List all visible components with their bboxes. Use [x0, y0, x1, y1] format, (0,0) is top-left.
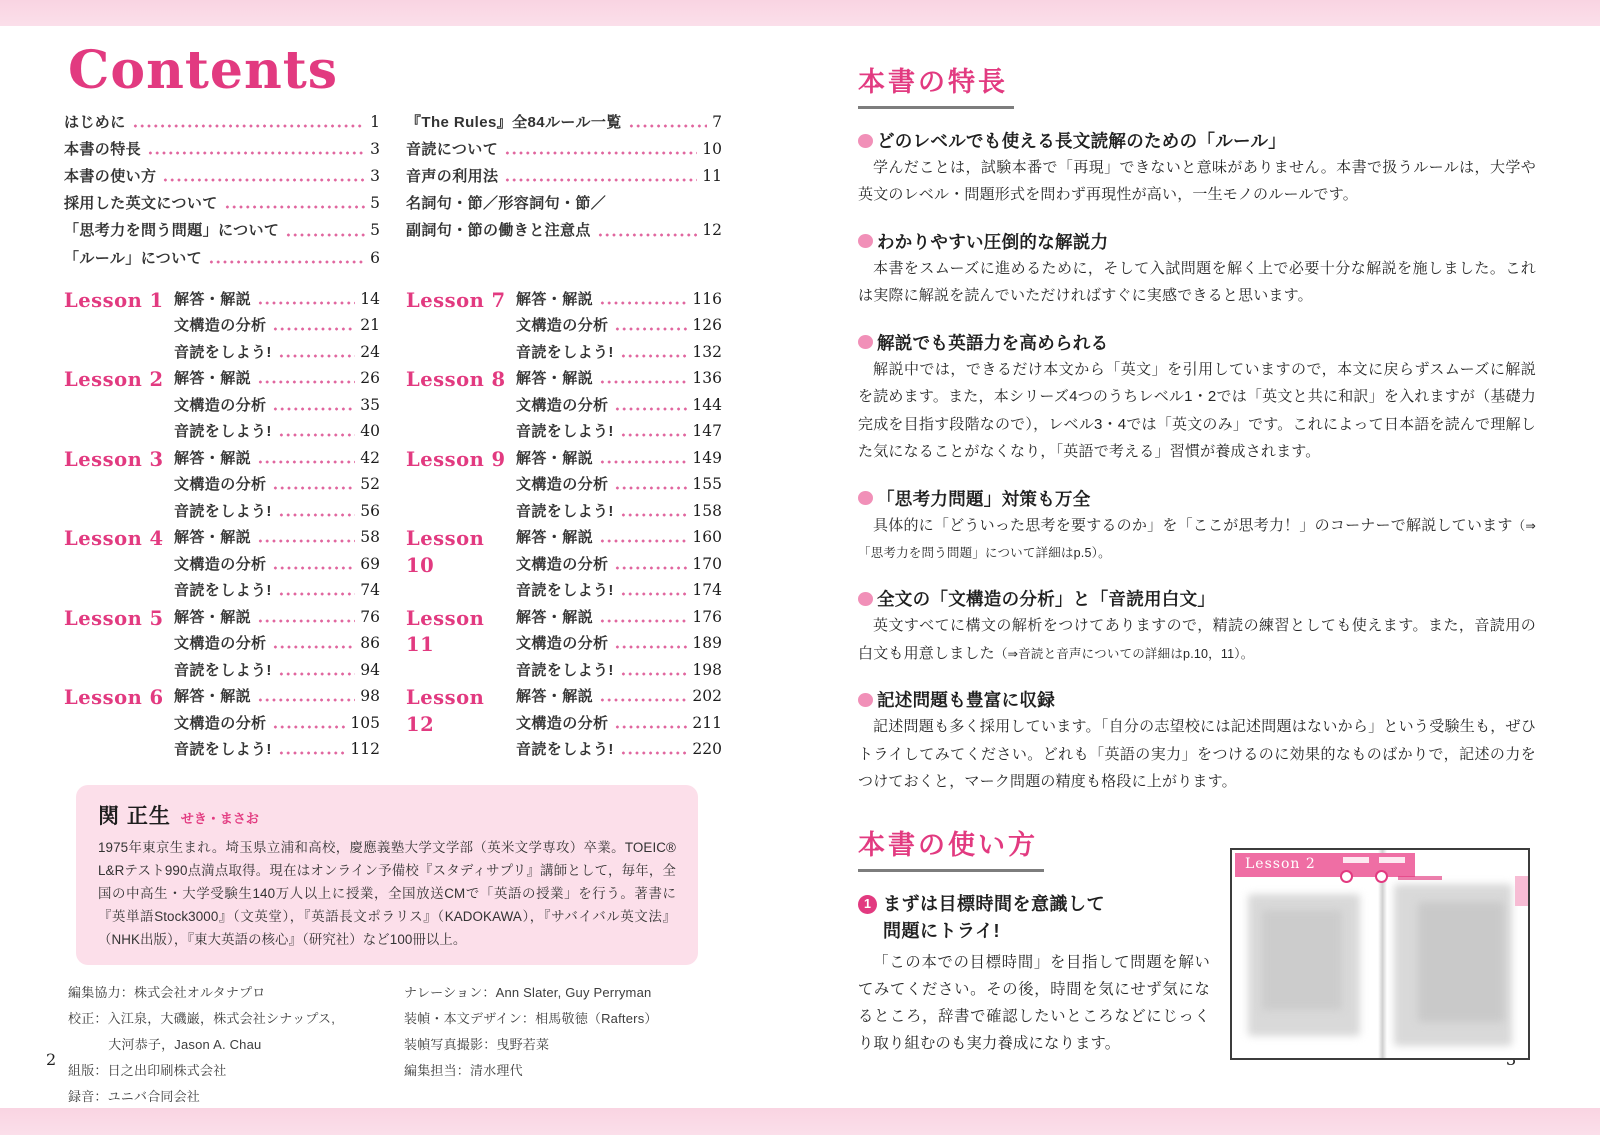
toc-item-page: 155 — [692, 475, 722, 494]
feature-section — [858, 486, 1536, 567]
credits-col-right — [404, 980, 714, 1110]
lesson-block — [406, 685, 722, 765]
front-matter-col-right — [406, 111, 722, 274]
toc-item — [516, 447, 722, 474]
toc-item-label: はじめに — [64, 113, 126, 131]
toc-item-label: 文構造の分析 — [516, 635, 609, 653]
credit-line: 装幀写真撮影：曳野若菜 — [404, 1036, 550, 1052]
dotted-leader — [620, 341, 688, 368]
dotted-leader — [599, 447, 687, 474]
toc-item-label: 文構造の分析 — [174, 635, 267, 653]
lesson-block — [64, 685, 380, 765]
feature-body — [858, 356, 1536, 466]
dotted-leader — [597, 219, 697, 246]
left-page — [64, 40, 722, 1110]
lesson-name: Lesson 2 — [64, 368, 164, 392]
toc-item — [64, 219, 380, 246]
toc-item-label: 音読をしよう! — [174, 502, 272, 520]
lesson-name: Lesson 11 — [406, 606, 485, 657]
contents-title: Contents — [68, 40, 339, 101]
feature-body-text: 解説中では，できるだけ本文から「英文」を引用していますので，本文に戻らずスムーズに解説を読めます。また，本シリーズ4つのうちレベル1・2では「英文と共に和訳」を入れますが（基礎力完成を目指す段階なので），レベル3・4では「英文のみ」です。これによって日本語を読んで理解した気になることがなくなり，「英語で考える」習慣が養成されます。 — [858, 360, 1537, 461]
toc-item — [174, 685, 380, 712]
toc-item — [516, 341, 722, 368]
credits-col-left — [68, 980, 398, 1110]
toc-item — [516, 579, 722, 606]
toc-item — [516, 632, 722, 659]
toc-item-page: 98 — [360, 687, 380, 706]
toc-item-label: 文構造の分析 — [174, 317, 267, 335]
dotted-leader — [285, 219, 365, 246]
feature-body — [858, 154, 1536, 209]
toc-item-page: 24 — [360, 342, 380, 361]
toc-item-label: 音読をしよう! — [174, 423, 272, 441]
dotted-leader — [278, 659, 355, 686]
feature-title: 解説でも英語力を高められる — [877, 332, 1109, 353]
feature-body-text: 具体的に「どういった思考を要するのか」を「ここが思考力！」のコーナーで解説しています — [873, 516, 1513, 534]
toc-item — [174, 500, 380, 527]
toc-item — [516, 685, 722, 712]
toc-item — [174, 553, 380, 580]
toc-item — [64, 111, 380, 138]
dotted-leader — [257, 685, 355, 712]
book-clock-icon — [1340, 870, 1353, 883]
book-page-blur — [1418, 902, 1504, 1022]
feature-title: 「思考力問題」対策も万全 — [877, 488, 1091, 509]
toc-item-page: 42 — [360, 448, 380, 467]
toc-item-label: 解答・解説 — [174, 290, 252, 308]
dotted-leader — [278, 500, 355, 527]
toc-item — [64, 247, 380, 274]
toc-item-page: 7 — [712, 112, 722, 131]
toc-item-page: 211 — [692, 713, 722, 732]
usage-heading: 本書の使い方 — [858, 823, 1044, 872]
toc-item — [406, 111, 722, 138]
toc-item-page: 74 — [360, 581, 380, 600]
toc-item — [516, 553, 722, 580]
credit-line: 編集担当：清水理代 — [404, 1062, 523, 1078]
toc-item — [406, 192, 722, 219]
toc-item-label: 「思考力を問う問題」について — [64, 222, 280, 240]
toc-item-page: 112 — [350, 740, 380, 759]
dotted-leader — [257, 606, 355, 633]
dotted-leader — [620, 579, 688, 606]
toc-item-label: 本書の使い方 — [64, 167, 157, 185]
dotted-leader — [599, 685, 687, 712]
usage-step-title-line2: 問題にトライ! — [883, 920, 1000, 941]
toc-item — [516, 606, 722, 633]
book-band-mini-label — [1343, 857, 1369, 863]
lesson-name: Lesson 3 — [64, 447, 164, 471]
author-bio: 1975年東京生まれ。埼玉県立浦和高校，慶應義塾大学文学部（英米文学専攻）卒業。TOEIC® L&Rテスト990点満点取得。現在はオンライン予備校『スタディサプリ』講師として，毎年，全国の中高生・大学受験生140万人以上に授業，全国放送CMで「英語の授業」を行う。著書に『英単語Stock3000』（文英堂），『英語長文ポラリス』（KADOKAWA），『サバイバル英文法』（NHK出版），『東大英語の核心』（研究社）など100冊以上。 — [98, 839, 676, 947]
toc-item-label: 文構造の分析 — [174, 396, 267, 414]
toc-item-label: 副詞句・節の働きと注意点 — [406, 222, 591, 240]
toc-item-page: 6 — [370, 248, 380, 267]
dotted-leader — [614, 473, 687, 500]
toc-item-label: 音読をしよう! — [516, 423, 614, 441]
lesson-block — [406, 288, 722, 368]
dotted-leader — [620, 738, 688, 765]
toc-item-label: 音読をしよう! — [174, 582, 272, 600]
credits — [64, 980, 722, 1110]
toc-item — [174, 526, 380, 553]
toc-item — [64, 165, 380, 192]
toc-item-page: 11 — [702, 166, 722, 185]
toc-item-page: 69 — [360, 554, 380, 573]
toc-item — [516, 314, 722, 341]
features-heading: 本書の特長 — [858, 60, 1014, 109]
dotted-leader — [620, 500, 688, 527]
book-preview — [1230, 848, 1530, 1060]
toc-item — [516, 712, 722, 739]
toc-item-page: 56 — [360, 501, 380, 520]
toc-item-page: 136 — [692, 369, 722, 388]
toc-item-label: 解答・解説 — [516, 529, 594, 547]
dotted-leader — [599, 606, 687, 633]
toc-item — [174, 632, 380, 659]
feature-body-text: 英文すべてに構文の解析をつけてありますので，精読の練習としても使えます。また，音読用の白文も用意しました — [858, 617, 1536, 662]
dotted-leader — [272, 314, 355, 341]
toc-item-label: 名詞句・節／形容詞句・節／ — [406, 195, 607, 213]
dotted-leader — [599, 288, 687, 315]
top-pink-band — [0, 0, 1600, 26]
dotted-leader — [278, 420, 355, 447]
toc-item — [64, 192, 380, 219]
lesson-name: Lesson 10 — [406, 527, 485, 577]
toc-item-page: 149 — [692, 448, 722, 467]
toc-item — [174, 341, 380, 368]
feature-body-text: 本書をスムーズに進めるために，そして入試問題を解く上で必要十分な解説を施しました。これは実際に解説を読んでいただければすぐに実感できると思います。 — [858, 259, 1536, 305]
book-page-blur — [1262, 910, 1342, 1010]
dotted-leader — [620, 659, 688, 686]
feature-body-text: 学んだことは，試験本番で「再現」できないと意味がありません。本書で扱うルールは，大学や英文のレベル・問題形式を問わず再現性が高い，一生モノのルールです。 — [858, 159, 1536, 204]
toc-item-label: 文構造の分析 — [516, 555, 609, 573]
toc-item — [174, 447, 380, 474]
feature-bullet-icon — [858, 491, 873, 505]
toc-item-page: 202 — [692, 687, 722, 706]
book-tiny-text — [1398, 876, 1442, 880]
toc-item — [174, 712, 380, 739]
feature-note-text: （⇒音読と音声についての詳細はp.10，11）。 — [994, 646, 1254, 661]
toc-item-label: 文構造の分析 — [516, 396, 609, 414]
dotted-leader — [278, 738, 346, 765]
feature-section — [858, 128, 1536, 209]
toc-item — [516, 420, 722, 447]
toc-item-label: 本書の特長 — [64, 140, 142, 158]
toc-item-label: 音読をしよう! — [516, 343, 614, 361]
toc-item-page: 12 — [702, 221, 722, 240]
toc-item-label: 音読について — [406, 140, 499, 158]
toc-item-page: 160 — [692, 528, 722, 547]
dotted-leader — [132, 111, 366, 138]
lesson-block — [406, 447, 722, 527]
toc-item — [174, 394, 380, 421]
dotted-leader — [272, 553, 355, 580]
usage-body: 「この本での目標時間」を目指して問題を解いてみてください。その後，時間を気にせず気になるところ，辞書で確認したいところなどにじっくり取り組むのも実力養成になります。 — [858, 953, 1210, 1053]
toc-item-page: 76 — [360, 607, 380, 626]
lessons-col-right — [406, 288, 722, 765]
toc-item-label: 文構造の分析 — [174, 555, 267, 573]
toc-item-label: 音読をしよう! — [174, 661, 272, 679]
toc-item-page: 174 — [692, 581, 722, 600]
dotted-leader — [257, 367, 355, 394]
toc-item — [406, 165, 722, 192]
toc-item-label: 音読をしよう! — [516, 661, 614, 679]
author-name-kana: せき・まさお — [180, 810, 259, 826]
lesson-block — [64, 447, 380, 527]
toc-item — [174, 606, 380, 633]
dotted-leader — [504, 165, 697, 192]
front-matter-col-left — [64, 111, 380, 274]
toc-item-label: 音読をしよう! — [516, 741, 614, 759]
toc-item-page: 86 — [360, 634, 380, 653]
toc-item-label: 「ルール」について — [64, 249, 203, 267]
toc-item-label: 音読をしよう! — [516, 582, 614, 600]
feature-body — [858, 612, 1536, 667]
toc-item-label: 解答・解説 — [174, 449, 252, 467]
dotted-leader — [620, 420, 688, 447]
book-clock-icon — [1375, 870, 1388, 883]
toc-item-page: 5 — [370, 221, 380, 240]
dotted-leader — [147, 138, 365, 165]
toc-item-page: 52 — [360, 475, 380, 494]
toc-item — [64, 138, 380, 165]
toc-item-page: 58 — [360, 528, 380, 547]
toc-item-page: 198 — [692, 660, 722, 679]
right-page — [858, 60, 1536, 1080]
toc-item — [516, 526, 722, 553]
feature-title: 記述問題も豊富に収録 — [877, 690, 1055, 711]
lesson-block — [406, 526, 722, 606]
toc-item-page: 14 — [360, 289, 380, 308]
lessons-toc — [64, 288, 722, 765]
toc-item-page: 144 — [692, 395, 722, 414]
toc-item — [516, 659, 722, 686]
lesson-block — [64, 367, 380, 447]
toc-item-label: 音読をしよう! — [174, 343, 272, 361]
credit-line: 録音：ユニバ合同会社 — [68, 1088, 201, 1104]
toc-item — [516, 738, 722, 765]
dotted-leader — [599, 526, 687, 553]
dotted-leader — [272, 473, 355, 500]
dotted-leader — [224, 192, 365, 219]
toc-item-page: 158 — [692, 501, 722, 520]
page-number-left: 2 — [46, 1050, 57, 1069]
toc-item-label: 文構造の分析 — [174, 714, 267, 732]
book-lesson-band — [1235, 853, 1415, 877]
feature-note-text: （⇒「思考力を問う問題」について詳細はp.5）。 — [858, 518, 1537, 560]
toc-item — [516, 394, 722, 421]
dotted-leader — [278, 579, 355, 606]
toc-item-label: 解答・解説 — [516, 290, 594, 308]
feature-body — [858, 255, 1536, 310]
toc-item — [174, 288, 380, 315]
toc-item-label: 解答・解説 — [174, 370, 252, 388]
step-number-icon: 1 — [858, 895, 877, 914]
toc-item-page: 94 — [360, 660, 380, 679]
toc-item — [516, 367, 722, 394]
toc-item-page: 40 — [360, 422, 380, 441]
toc-item-page: 189 — [692, 634, 722, 653]
dotted-leader — [504, 138, 697, 165]
toc-item-page: 3 — [370, 139, 380, 158]
credit-line: 組版：日之出印刷株式会社 — [68, 1062, 227, 1078]
toc-item-label: 音読をしよう! — [174, 741, 272, 759]
usage-step-title-line1: まずは目標時間を意識して — [883, 893, 1105, 914]
toc-item-page: 220 — [692, 740, 722, 759]
lesson-name: Lesson 1 — [64, 288, 164, 312]
lessons-col-left — [64, 288, 380, 765]
lesson-name: Lesson 4 — [64, 527, 164, 551]
author-name: 関 正生 — [98, 804, 171, 828]
lesson-name: Lesson 6 — [64, 686, 164, 710]
feature-section — [858, 330, 1536, 466]
toc-item-label: 音読をしよう! — [516, 502, 614, 520]
toc-item — [406, 219, 722, 246]
toc-item-label: 採用した英文について — [64, 195, 218, 213]
toc-item — [516, 288, 722, 315]
toc-item-page: 5 — [370, 194, 380, 213]
feature-title: 全文の「文構造の分析」と「音読用白文」 — [877, 589, 1216, 610]
lesson-block — [64, 606, 380, 686]
dotted-leader — [278, 341, 355, 368]
dotted-leader — [272, 394, 355, 421]
toc-item-page: 35 — [360, 395, 380, 414]
dotted-leader — [272, 712, 345, 739]
toc-item-label: 文構造の分析 — [174, 476, 267, 494]
feature-section — [858, 229, 1536, 310]
dotted-leader — [162, 165, 365, 192]
dotted-leader — [257, 288, 355, 315]
toc-item — [174, 420, 380, 447]
dotted-leader — [599, 367, 687, 394]
feature-body-text: 記述問題も多く採用しています。「自分の志望校には記述問題はないから」という受験生も，ぜひトライしてみてください。どれも「英語の実力」をつけるのに効果的なものばかりで，記述の力をつけておくと，マーク問題の精度も格段に上がります。 — [858, 718, 1536, 791]
toc-item-page: 147 — [692, 422, 722, 441]
toc-item-page: 126 — [692, 316, 722, 335]
toc-item-label: 解答・解説 — [516, 688, 594, 706]
dotted-leader — [257, 447, 355, 474]
bottom-pink-band — [0, 1108, 1600, 1135]
toc-item-page: 1 — [370, 112, 380, 131]
toc-item-label: 文構造の分析 — [516, 714, 609, 732]
toc-item — [174, 367, 380, 394]
toc-item — [174, 579, 380, 606]
toc-item-label: 解答・解説 — [516, 608, 594, 626]
feature-body — [858, 713, 1536, 795]
feature-section — [858, 586, 1536, 667]
toc-item-label: 音声の利用法 — [406, 167, 499, 185]
toc-item — [174, 659, 380, 686]
toc-item-label: 解答・解説 — [174, 688, 252, 706]
lesson-block — [406, 367, 722, 447]
book-band-mini-label — [1379, 857, 1405, 863]
dotted-leader — [628, 111, 707, 138]
dotted-leader — [257, 526, 355, 553]
usage-step-title — [883, 891, 1105, 945]
lesson-block — [64, 288, 380, 368]
book-band-label: Lesson 2 — [1245, 856, 1316, 872]
front-matter-toc — [64, 111, 722, 274]
toc-item — [406, 138, 722, 165]
feature-body — [858, 512, 1536, 567]
toc-item-label: 解答・解説 — [516, 449, 594, 467]
toc-item — [174, 738, 380, 765]
lesson-name: Lesson 12 — [406, 686, 485, 736]
lesson-block — [406, 606, 722, 686]
lesson-name: Lesson 9 — [406, 447, 506, 471]
credit-line: ナレーション：Ann Slater, Guy Perryman — [404, 984, 652, 1000]
lesson-name: Lesson 7 — [406, 288, 506, 312]
dotted-leader — [614, 394, 687, 421]
toc-item-label: 解答・解説 — [516, 370, 594, 388]
toc-item-label: 文構造の分析 — [516, 476, 609, 494]
toc-item-label: 解答・解説 — [174, 608, 252, 626]
feature-title: どのレベルでも使える長文読解のための「ルール」 — [877, 131, 1287, 151]
lesson-name: Lesson 8 — [406, 368, 506, 392]
toc-item-page: 3 — [370, 166, 380, 185]
toc-item — [174, 473, 380, 500]
toc-item-label: 『The Rules』全84ルール一覧 — [406, 113, 622, 131]
toc-item-page: 10 — [702, 139, 722, 158]
dotted-leader — [614, 314, 687, 341]
toc-item-label: 解答・解説 — [174, 529, 252, 547]
dotted-leader — [272, 632, 355, 659]
book-side-tab — [1515, 876, 1528, 906]
toc-item-page: 116 — [692, 289, 722, 308]
dotted-leader — [208, 247, 365, 274]
dotted-leader — [614, 632, 687, 659]
toc-item-page: 26 — [360, 369, 380, 388]
feature-bullet-icon — [858, 134, 873, 148]
feature-bullet-icon — [858, 335, 873, 349]
feature-section — [858, 687, 1536, 795]
feature-bullet-icon — [858, 693, 873, 707]
credit-line: 装幀・本文デザイン：相馬敬徳（Rafters） — [404, 1010, 658, 1026]
feature-bullet-icon — [858, 592, 873, 606]
dotted-leader — [614, 553, 687, 580]
toc-item-page: 170 — [692, 554, 722, 573]
credit-line: 校正：入江泉，大磯巌，株式会社シナップス, — [68, 1010, 336, 1026]
toc-item-page: 105 — [350, 713, 380, 732]
credit-line: 編集協力：株式会社オルタナプロ — [68, 984, 266, 1000]
toc-item-label: 文構造の分析 — [516, 317, 609, 335]
lesson-name: Lesson 5 — [64, 606, 164, 630]
feature-title: わかりやすい圧倒的な解説力 — [877, 231, 1109, 252]
credit-line: 大河恭子，Jason A. Chau — [108, 1036, 262, 1052]
dotted-leader — [614, 712, 687, 739]
feature-bullet-icon — [858, 234, 873, 248]
lesson-block — [64, 526, 380, 606]
toc-item — [516, 500, 722, 527]
toc-item-page: 176 — [692, 607, 722, 626]
author-profile-box — [76, 785, 698, 965]
toc-item — [174, 314, 380, 341]
toc-item-page: 21 — [360, 316, 380, 335]
toc-item-page: 132 — [692, 342, 722, 361]
toc-item — [516, 473, 722, 500]
